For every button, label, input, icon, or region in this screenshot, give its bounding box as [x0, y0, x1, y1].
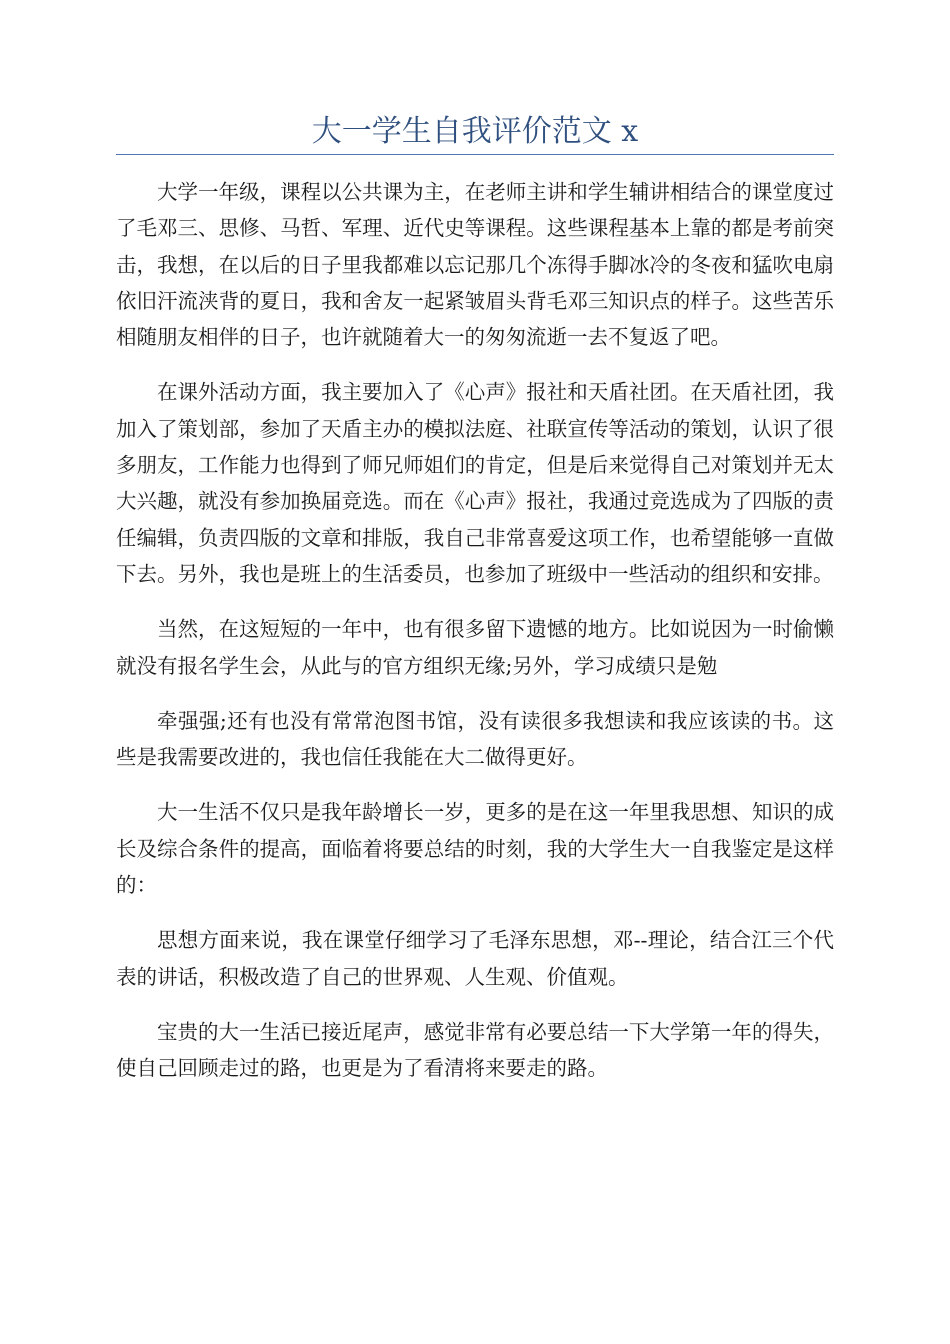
- paragraph-1: 大学一年级，课程以公共课为主，在老师主讲和学生辅讲相结合的课堂度过了毛邓三、思修、马哲、军理、近代史等课程。这些课程基本上靠的都是考前突击，我想，在以后的日子里我都难以忘记那几个冻得手脚冰冷的冬夜和猛吹电扇依旧汗流浃背的夏日，我和舍友一起紧皱眉头背毛邓三知识点的样子。这些苦乐相随朋友相伴的日子，也许就随着大一的匆匆流逝一去不复返了吧。: [116, 180, 834, 350]
- paragraph-6: 思想方面来说，我在课堂仔细学习了毛泽东思想，邓--理论，结合江三个代表的讲话，积极改造了自己的世界观、人生观、价值观。: [116, 928, 834, 989]
- title-underline: [116, 154, 834, 155]
- paragraph-7: 宝贵的大一生活已接近尾声，感觉非常有必要总结一下大学第一年的得失，使自己回顾走过的路，也更是为了看清将来要走的路。: [116, 1019, 834, 1081]
- paragraph-3: 当然，在这短短的一年中，也有很多留下遗憾的地方。比如说因为一时偷懒就没有报名学生会，从此与的官方组织无缘;另外，学习成绩只是勉: [116, 617, 834, 678]
- paragraph-4: 牵强强;还有也没有常常泡图书馆，没有读很多我想读和我应该读的书。这些是我需要改进的，我也信任我能在大二做得更好。: [116, 708, 834, 770]
- paragraph-2: 在课外活动方面，我主要加入了《心声》报社和天盾社团。在天盾社团，我加入了策划部，参加了天盾主办的模拟法庭、社联宣传等活动的策划，认识了很多朋友，工作能力也得到了师兄师姐们的肯定，但是后来觉得自己对策划并无太大兴趣，就没有参加换届竞选。而在《心声》报社，我通过竞选成为了四版的责任编辑，负责四版的文章和排版，我自己非常喜爱这项工作，也希望能够一直做下去。另外，我也是班上的生活委员，也参加了班级中一些活动的组织和安排。: [116, 380, 834, 586]
- document-title: 大一学生自我评价范文 x: [311, 114, 639, 149]
- paragraph-5: 大一生活不仅只是我年龄增长一岁，更多的是在这一年里我思想、知识的成长及综合条件的提高，面临着将要总结的时刻，我的大学生大一自我鉴定是这样的：: [116, 800, 834, 898]
- document-body: [116, 174, 834, 1106]
